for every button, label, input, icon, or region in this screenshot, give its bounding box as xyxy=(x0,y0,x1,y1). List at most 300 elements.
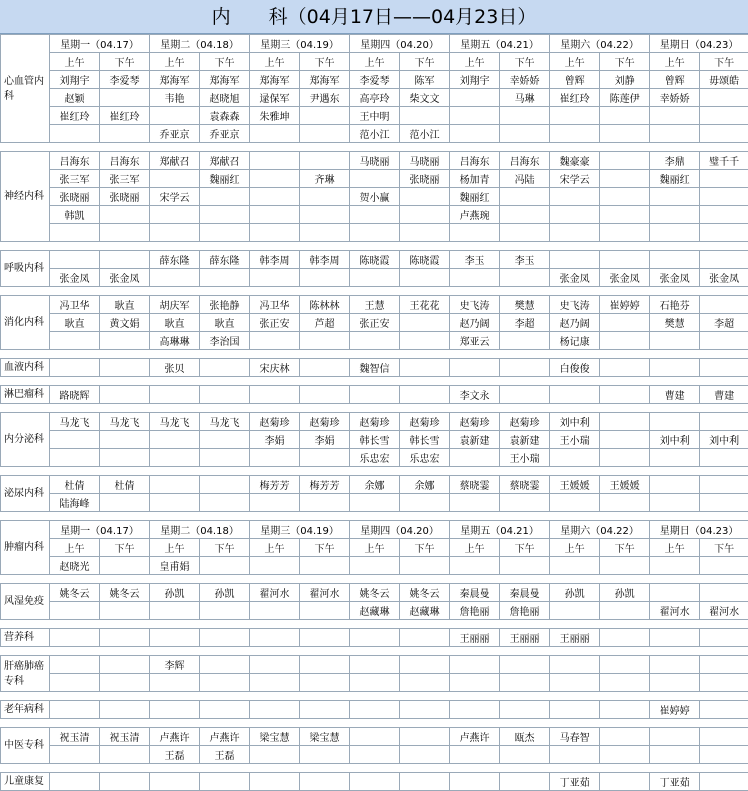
doctor-cell: 薛东隆 xyxy=(200,251,250,269)
doctor-cell xyxy=(700,773,748,791)
doctor-cell: 袁森森 xyxy=(200,107,250,125)
doctor-cell: 姚冬云 xyxy=(400,584,450,602)
doctor-cell: 祝玉清 xyxy=(50,728,100,746)
doctor-cell: 李治国 xyxy=(200,332,250,350)
doctor-cell xyxy=(200,674,250,692)
doctor-cell xyxy=(300,332,350,350)
doctor-cell: 梅芳芳 xyxy=(300,476,350,494)
doctor-cell: 胡庆军 xyxy=(150,296,200,314)
doctor-cell xyxy=(400,206,450,224)
doctor-cell xyxy=(200,359,250,377)
doctor-cell xyxy=(700,206,748,224)
doctor-cell: 韩李周 xyxy=(300,251,350,269)
doctor-cell xyxy=(550,386,600,404)
doctor-cell: 瓯杰 xyxy=(500,728,550,746)
doctor-cell: 卢燕许 xyxy=(450,728,500,746)
doctor-cell xyxy=(650,125,700,143)
doctor-cell xyxy=(450,557,500,575)
doctor-cell: 梁宝慧 xyxy=(250,728,300,746)
doctor-cell: 李超 xyxy=(700,314,748,332)
doctor-cell xyxy=(700,125,748,143)
doctor-cell: 张金凤 xyxy=(100,269,150,287)
doctor-cell xyxy=(650,494,700,512)
doctor-cell xyxy=(400,746,450,764)
doctor-cell xyxy=(600,188,650,206)
doctor-cell xyxy=(50,773,100,791)
doctor-cell xyxy=(600,152,650,170)
doctor-cell xyxy=(250,386,300,404)
doctor-cell: 赵晓光 xyxy=(50,557,100,575)
doctor-cell xyxy=(700,224,748,242)
doctor-cell xyxy=(500,269,550,287)
doctor-cell xyxy=(300,359,350,377)
department-name: 风湿免疫 xyxy=(1,584,50,620)
doctor-cell xyxy=(200,701,250,719)
doctor-cell: 翟河水 xyxy=(700,602,748,620)
day-header: 星期六（04.22） xyxy=(550,521,650,539)
doctor-cell: 李爱琴 xyxy=(350,71,400,89)
doctor-cell: 柴文文 xyxy=(400,89,450,107)
doctor-cell xyxy=(600,557,650,575)
doctor-cell xyxy=(150,602,200,620)
doctor-cell xyxy=(650,251,700,269)
doctor-cell: 马龙飞 xyxy=(100,413,150,431)
doctor-cell: 吕海东 xyxy=(50,152,100,170)
ampm-header: 下午 xyxy=(100,53,150,71)
doctor-cell xyxy=(300,188,350,206)
doctor-cell xyxy=(250,170,300,188)
doctor-cell xyxy=(650,584,700,602)
doctor-cell xyxy=(100,494,150,512)
schedule-row xyxy=(1,296,748,314)
department-name: 心血管内科 xyxy=(1,35,50,143)
doctor-cell: 魏丽红 xyxy=(450,188,500,206)
doctor-cell xyxy=(350,206,400,224)
ampm-header: 上午 xyxy=(250,53,300,71)
ampm-header: 下午 xyxy=(400,539,450,557)
doctor-cell: 刘静 xyxy=(600,71,650,89)
doctor-cell xyxy=(600,728,650,746)
block-spacer xyxy=(1,143,748,152)
doctor-cell xyxy=(600,602,650,620)
doctor-cell: 孙凯 xyxy=(200,584,250,602)
schedule-row xyxy=(1,656,748,674)
doctor-cell xyxy=(100,656,150,674)
doctor-cell xyxy=(250,332,300,350)
doctor-cell xyxy=(300,152,350,170)
doctor-cell: 郑亚云 xyxy=(450,332,500,350)
doctor-cell: 马春智 xyxy=(550,728,600,746)
ampm-header: 下午 xyxy=(500,539,550,557)
day-header-row xyxy=(1,35,748,53)
doctor-cell xyxy=(250,494,300,512)
doctor-cell: 孙凯 xyxy=(550,584,600,602)
doctor-cell: 范小江 xyxy=(400,125,450,143)
doctor-cell xyxy=(350,224,400,242)
doctor-cell: 乔亚京 xyxy=(200,125,250,143)
ampm-header: 上午 xyxy=(450,539,500,557)
doctor-cell: 高琳琳 xyxy=(150,332,200,350)
doctor-cell xyxy=(150,701,200,719)
doctor-cell: 曾辉 xyxy=(550,71,600,89)
doctor-cell: 贺小赢 xyxy=(350,188,400,206)
doctor-cell xyxy=(250,629,300,647)
doctor-cell: 崔婷婷 xyxy=(600,296,650,314)
doctor-cell xyxy=(150,449,200,467)
ampm-header: 下午 xyxy=(100,539,150,557)
doctor-cell: 齐琳 xyxy=(300,170,350,188)
doctor-cell: 詹艳丽 xyxy=(450,602,500,620)
doctor-cell: 曹建 xyxy=(650,386,700,404)
ampm-header: 下午 xyxy=(500,53,550,71)
doctor-cell: 马琳 xyxy=(500,89,550,107)
doctor-cell xyxy=(650,206,700,224)
doctor-cell xyxy=(400,701,450,719)
doctor-cell: 王磊 xyxy=(150,746,200,764)
doctor-cell xyxy=(50,431,100,449)
doctor-cell: 毋颂皓 xyxy=(700,71,748,89)
doctor-cell xyxy=(500,386,550,404)
doctor-cell: 李娟 xyxy=(250,431,300,449)
doctor-cell: 冯卫华 xyxy=(50,296,100,314)
day-header: 星期四（04.20） xyxy=(350,35,450,53)
doctor-cell: 刘中利 xyxy=(550,413,600,431)
doctor-cell xyxy=(650,629,700,647)
doctor-cell: 赵藏琳 xyxy=(350,602,400,620)
doctor-cell xyxy=(300,125,350,143)
doctor-cell xyxy=(400,494,450,512)
doctor-cell xyxy=(50,701,100,719)
doctor-cell xyxy=(50,125,100,143)
doctor-cell xyxy=(200,602,250,620)
schedule-row xyxy=(1,728,748,746)
doctor-cell xyxy=(50,359,100,377)
doctor-cell xyxy=(650,359,700,377)
doctor-cell xyxy=(250,701,300,719)
doctor-cell xyxy=(50,629,100,647)
doctor-cell xyxy=(450,773,500,791)
doctor-cell xyxy=(350,773,400,791)
doctor-cell: 李文永 xyxy=(450,386,500,404)
doctor-cell: 张金凤 xyxy=(650,269,700,287)
doctor-cell: 张金凤 xyxy=(600,269,650,287)
doctor-cell xyxy=(300,629,350,647)
doctor-cell xyxy=(700,728,748,746)
doctor-cell: 魏智信 xyxy=(350,359,400,377)
doctor-cell xyxy=(550,602,600,620)
schedule-row xyxy=(1,269,748,287)
doctor-cell xyxy=(600,431,650,449)
doctor-cell: 乔亚京 xyxy=(150,125,200,143)
doctor-cell xyxy=(400,332,450,350)
doctor-cell: 王小瑞 xyxy=(500,449,550,467)
doctor-cell xyxy=(100,602,150,620)
department-name: 老年病科 xyxy=(1,701,50,719)
ampm-header: 下午 xyxy=(600,53,650,71)
doctor-cell xyxy=(200,494,250,512)
schedule-row xyxy=(1,107,748,125)
doctor-cell xyxy=(600,251,650,269)
doctor-cell: 张三军 xyxy=(100,170,150,188)
block-spacer xyxy=(1,467,748,476)
doctor-cell: 姚冬云 xyxy=(350,584,400,602)
doctor-cell: 韦艳 xyxy=(150,89,200,107)
doctor-cell: 薛东隆 xyxy=(150,251,200,269)
doctor-cell: 李玉 xyxy=(500,251,550,269)
doctor-cell xyxy=(400,557,450,575)
doctor-cell: 郑海军 xyxy=(250,71,300,89)
department-name: 呼吸内科 xyxy=(1,251,50,287)
schedule-row xyxy=(1,188,748,206)
doctor-cell xyxy=(200,629,250,647)
ampm-row xyxy=(1,53,748,71)
doctor-cell xyxy=(350,494,400,512)
doctor-cell xyxy=(150,476,200,494)
doctor-cell: 魏丽红 xyxy=(650,170,700,188)
doctor-cell: 韩凯 xyxy=(50,206,100,224)
doctor-cell xyxy=(500,206,550,224)
doctor-cell: 赵晓旭 xyxy=(200,89,250,107)
doctor-cell xyxy=(700,557,748,575)
doctor-cell xyxy=(450,656,500,674)
schedule-row xyxy=(1,773,748,791)
doctor-cell: 赵藏琳 xyxy=(400,602,450,620)
doctor-cell xyxy=(300,602,350,620)
doctor-cell: 范小江 xyxy=(350,125,400,143)
doctor-cell: 韩李周 xyxy=(250,251,300,269)
doctor-cell xyxy=(600,224,650,242)
doctor-cell xyxy=(550,206,600,224)
doctor-cell xyxy=(400,656,450,674)
doctor-cell xyxy=(100,557,150,575)
doctor-cell xyxy=(150,386,200,404)
doctor-cell: 乐忠宏 xyxy=(400,449,450,467)
doctor-cell: 赵乃阔 xyxy=(550,314,600,332)
department-name: 神经内科 xyxy=(1,152,50,242)
doctor-cell: 皇甫娟 xyxy=(150,557,200,575)
doctor-cell xyxy=(350,269,400,287)
day-header: 星期三（04.19） xyxy=(250,521,350,539)
doctor-cell: 王小瑞 xyxy=(550,431,600,449)
doctor-cell xyxy=(150,269,200,287)
day-header: 星期二（04.18） xyxy=(150,521,250,539)
doctor-cell xyxy=(600,107,650,125)
day-header: 星期三（04.19） xyxy=(250,35,350,53)
doctor-cell: 王花花 xyxy=(400,296,450,314)
department-name: 淋巴瘤科 xyxy=(1,386,50,404)
block-spacer xyxy=(1,620,748,629)
schedule-row xyxy=(1,746,748,764)
department-name: 儿童康复 xyxy=(1,773,50,791)
doctor-cell xyxy=(300,557,350,575)
doctor-cell xyxy=(700,359,748,377)
schedule-row xyxy=(1,125,748,143)
doctor-cell xyxy=(50,251,100,269)
doctor-cell xyxy=(600,701,650,719)
doctor-cell xyxy=(300,107,350,125)
doctor-cell: 郑献召 xyxy=(200,152,250,170)
block-spacer xyxy=(1,287,748,296)
doctor-cell xyxy=(250,656,300,674)
doctor-cell xyxy=(150,629,200,647)
doctor-cell: 翟河水 xyxy=(250,584,300,602)
ampm-header: 下午 xyxy=(400,53,450,71)
schedule-row xyxy=(1,332,748,350)
ampm-header: 上午 xyxy=(650,539,700,557)
doctor-cell xyxy=(400,674,450,692)
doctor-cell xyxy=(400,728,450,746)
doctor-cell xyxy=(350,746,400,764)
doctor-cell: 耿直 xyxy=(150,314,200,332)
department-name: 泌尿内科 xyxy=(1,476,50,512)
doctor-cell xyxy=(600,494,650,512)
doctor-cell xyxy=(600,773,650,791)
doctor-cell xyxy=(100,89,150,107)
doctor-cell: 黄文娟 xyxy=(100,314,150,332)
doctor-cell xyxy=(500,674,550,692)
doctor-cell xyxy=(700,656,748,674)
doctor-cell: 赵颖 xyxy=(50,89,100,107)
doctor-cell: 宋学云 xyxy=(150,188,200,206)
doctor-cell xyxy=(550,557,600,575)
doctor-cell: 乐忠宏 xyxy=(350,449,400,467)
doctor-cell xyxy=(450,89,500,107)
doctor-cell: 王慧 xyxy=(350,296,400,314)
doctor-cell xyxy=(350,170,400,188)
doctor-cell: 赵菊珍 xyxy=(450,413,500,431)
doctor-cell xyxy=(50,332,100,350)
doctor-cell xyxy=(550,494,600,512)
doctor-cell xyxy=(350,728,400,746)
doctor-cell xyxy=(550,449,600,467)
schedule-row xyxy=(1,314,748,332)
doctor-cell xyxy=(550,251,600,269)
doctor-cell xyxy=(700,584,748,602)
doctor-cell xyxy=(450,107,500,125)
doctor-cell xyxy=(600,332,650,350)
doctor-cell: 白俊俊 xyxy=(550,359,600,377)
doctor-cell: 郑献召 xyxy=(150,152,200,170)
doctor-cell: 尹遇东 xyxy=(300,89,350,107)
doctor-cell xyxy=(350,656,400,674)
doctor-cell: 韩长雪 xyxy=(400,431,450,449)
doctor-cell: 张正安 xyxy=(250,314,300,332)
doctor-cell xyxy=(200,206,250,224)
doctor-cell: 樊慧 xyxy=(650,314,700,332)
doctor-cell xyxy=(550,107,600,125)
doctor-cell xyxy=(700,188,748,206)
doctor-cell: 刘翔宇 xyxy=(450,71,500,89)
doctor-cell: 李娟 xyxy=(300,431,350,449)
doctor-cell xyxy=(300,701,350,719)
doctor-cell: 詹艳丽 xyxy=(500,602,550,620)
day-header: 星期五（04.21） xyxy=(450,521,550,539)
doctor-cell: 李爱琴 xyxy=(100,71,150,89)
doctor-cell xyxy=(300,206,350,224)
doctor-cell: 李辉 xyxy=(150,656,200,674)
doctor-cell: 翟河水 xyxy=(300,584,350,602)
doctor-cell: 秦晨曼 xyxy=(450,584,500,602)
doctor-cell: 张金凤 xyxy=(50,269,100,287)
doctor-cell: 王磊 xyxy=(200,746,250,764)
doctor-cell: 蔡晓霎 xyxy=(450,476,500,494)
doctor-cell: 翟河水 xyxy=(650,602,700,620)
doctor-cell xyxy=(100,773,150,791)
doctor-cell: 曹建 xyxy=(700,386,748,404)
schedule-row xyxy=(1,413,748,431)
doctor-cell: 张晓丽 xyxy=(400,170,450,188)
doctor-cell: 郑海军 xyxy=(200,71,250,89)
doctor-cell xyxy=(350,701,400,719)
doctor-cell xyxy=(650,674,700,692)
doctor-cell: 张正安 xyxy=(350,314,400,332)
doctor-cell: 石艳芬 xyxy=(650,296,700,314)
doctor-cell: 孙凯 xyxy=(600,584,650,602)
doctor-cell xyxy=(250,206,300,224)
doctor-cell: 李玉 xyxy=(450,251,500,269)
schedule-row xyxy=(1,359,748,377)
doctor-cell: 马晓丽 xyxy=(400,152,450,170)
doctor-cell xyxy=(100,359,150,377)
doctor-cell xyxy=(550,125,600,143)
doctor-cell xyxy=(450,746,500,764)
doctor-cell xyxy=(500,359,550,377)
ampm-header: 上午 xyxy=(50,539,100,557)
schedule-row xyxy=(1,629,748,647)
schedule-row xyxy=(1,251,748,269)
doctor-cell xyxy=(450,701,500,719)
doctor-cell xyxy=(600,386,650,404)
doctor-cell xyxy=(600,449,650,467)
doctor-cell xyxy=(700,674,748,692)
doctor-cell xyxy=(700,629,748,647)
doctor-cell: 耿直 xyxy=(100,296,150,314)
doctor-cell: 路晓辉 xyxy=(50,386,100,404)
ampm-header: 上午 xyxy=(350,53,400,71)
doctor-cell xyxy=(500,332,550,350)
doctor-cell: 赵菊珍 xyxy=(300,413,350,431)
block-spacer xyxy=(1,647,748,656)
doctor-cell xyxy=(250,224,300,242)
doctor-cell: 马晓丽 xyxy=(350,152,400,170)
doctor-cell xyxy=(100,332,150,350)
doctor-cell xyxy=(650,728,700,746)
ampm-header: 上午 xyxy=(550,53,600,71)
doctor-cell xyxy=(550,656,600,674)
ampm-header: 下午 xyxy=(600,539,650,557)
doctor-cell: 丁亚茹 xyxy=(550,773,600,791)
doctor-cell xyxy=(250,152,300,170)
doctor-cell: 赵菊珍 xyxy=(350,413,400,431)
doctor-cell xyxy=(250,125,300,143)
schedule-row xyxy=(1,674,748,692)
block-spacer xyxy=(1,719,748,728)
department-name: 肿瘤内科 xyxy=(1,521,50,575)
doctor-cell xyxy=(200,269,250,287)
schedule-row xyxy=(1,89,748,107)
day-header: 星期五（04.21） xyxy=(450,35,550,53)
ampm-header: 下午 xyxy=(300,53,350,71)
doctor-cell xyxy=(350,629,400,647)
doctor-cell: 姚冬云 xyxy=(100,584,150,602)
doctor-cell xyxy=(650,107,700,125)
schedule-row xyxy=(1,206,748,224)
block-spacer xyxy=(1,512,748,521)
doctor-cell xyxy=(200,656,250,674)
doctor-cell: 朱雅坤 xyxy=(250,107,300,125)
doctor-cell: 王中明 xyxy=(350,107,400,125)
doctor-cell: 刘翔宇 xyxy=(50,71,100,89)
